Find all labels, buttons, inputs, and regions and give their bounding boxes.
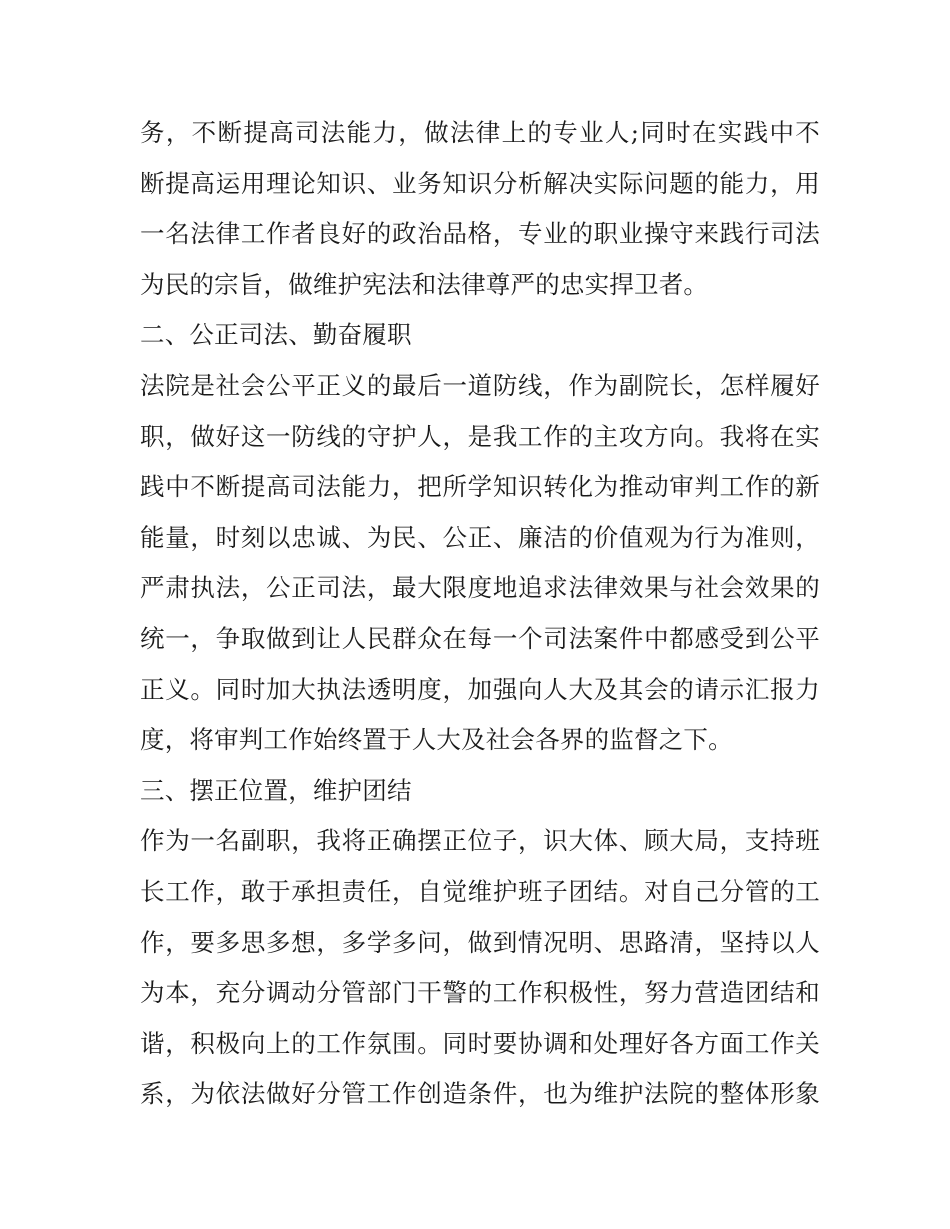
- body-line: 践中不断提高司法能力，把所学知识转化为推动审判工作的新: [140, 472, 820, 502]
- body-line: 谐，积极向上的工作氛围。同时要协调和处理好各方面工作关: [140, 1028, 820, 1058]
- body-line: 长工作，敢于承担责任，自觉维护班子团结。对自己分管的工: [140, 876, 820, 906]
- body-line: 职，做好这一防线的守护人，是我工作的主攻方向。我将在实: [140, 421, 820, 451]
- body-line: 断提高运用理论知识、业务知识分析解决实际问题的能力，用: [140, 168, 820, 198]
- body-line: 统一，争取做到让人民群众在每一个司法案件中都感受到公平: [140, 623, 820, 653]
- body-line: 作为一名副职，我将正确摆正位子，识大体、顾大局，支持班: [140, 826, 820, 856]
- body-line: 务，不断提高司法能力，做法律上的专业人;同时在实践中不: [140, 118, 820, 147]
- document-body: [140, 108, 820, 1120]
- body-line: 能量，时刻以忠诚、为民、公正、廉洁的价值观为行为准则，: [140, 522, 820, 552]
- section-heading: 三、摆正位置，维护团结: [140, 775, 412, 805]
- section-heading: 二、公正司法、勤奋履职: [140, 320, 412, 350]
- body-line: 法院是社会公平正义的最后一道防线，作为副院长，怎样履好: [140, 370, 820, 400]
- body-line: 严肃执法，公正司法，最大限度地追求法律效果与社会效果的: [140, 573, 820, 603]
- body-line: 度，将审判工作始终置于人大及社会各界的监督之下。: [140, 725, 733, 755]
- body-line: 为本，充分调动分管部门干警的工作积极性，努力营造团结和: [140, 978, 820, 1008]
- body-line: 为民的宗旨，做维护宪法和法律尊严的忠实捍卫者。: [140, 269, 709, 299]
- body-line: 作，要多思多想，多学多问，做到情况明、思路清，坚持以人: [140, 927, 820, 957]
- body-line: 正义。同时加大执法透明度，加强向人大及其会的请示汇报力: [140, 674, 820, 704]
- body-line: 系，为依法做好分管工作创造条件，也为维护法院的整体形象: [140, 1079, 820, 1109]
- body-line: 一名法律工作者良好的政治品格，专业的职业操守来践行司法: [140, 219, 820, 249]
